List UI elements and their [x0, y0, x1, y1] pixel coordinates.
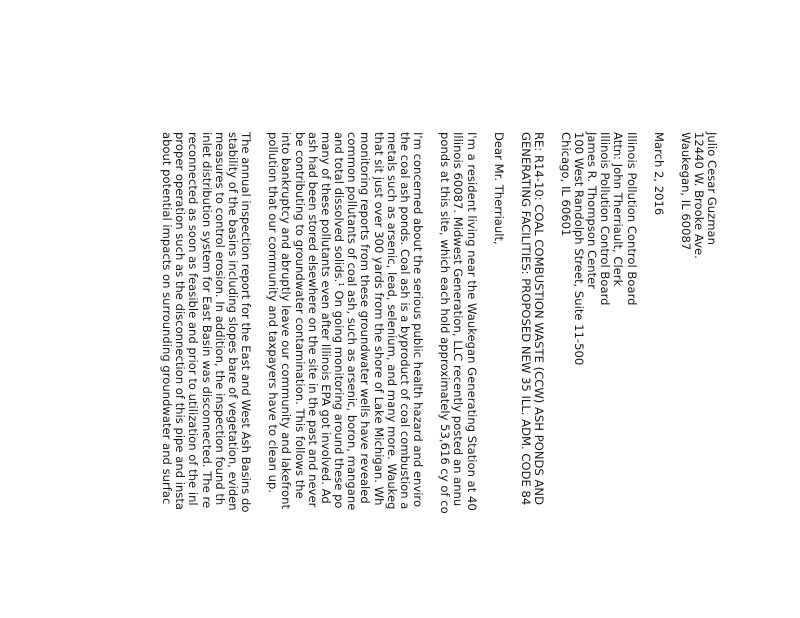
para2-line: that sit just over 300 yards from the shore of Lake Michigan. Wh [371, 132, 386, 506]
para2-text: and total dissolved solids. [332, 132, 347, 283]
sender-name: Julio Cesar Guzman [705, 132, 719, 245]
recipient-center: James R. Thompson Center [585, 132, 600, 290]
recipient-attn: Attn: John Therriault, Clerk [611, 132, 626, 287]
para2-line: into bankruptcy and abruptly leave our community and lakefront [279, 132, 294, 510]
para2-line: I'm concerned about the serious public health hazard and enviro [411, 132, 426, 508]
para3-line: inlet distribution system for East Basin was disconnected. The re [199, 132, 214, 509]
sender-street: 12440 W. Brooke Ave. [691, 132, 706, 259]
para3-line: measures to control erosion. In addition, the inspection found th [212, 132, 227, 506]
para1-line: ponds at this site, which each hold approximately 53,616 cy of co [438, 132, 453, 514]
para2-line: be contributing to groundwater contamination. This follows the [292, 132, 307, 499]
para2-line-footnote [332, 132, 345, 618]
para2-line: ash had been stored elsewhere on the site in the past and never [305, 132, 320, 508]
para3-line: stability of the basins including slopes bare of vegetation, eviden [225, 132, 240, 511]
rotated-letter-text [160, 132, 718, 618]
para2-line: common pollutants of coal ash, such as arsenic, boron, mangane [345, 132, 360, 511]
para2-line: monitoring reports from these groundwater wells have revealed [358, 132, 373, 504]
para2-text-rest: On going monitoring around these po [332, 286, 347, 509]
para2-line: many of these pollutants even after Illinois EPA got involved. Ad [318, 132, 333, 504]
para1-line: I'm a resident living near the Waukegan Generating Station at 40 [464, 132, 479, 511]
para2-line: metals such as arsenic, lead, selenium, and many more. Waukeg [384, 132, 399, 510]
para2-line: pollution that our community and taxpayers have to clean up. [266, 132, 281, 493]
para3-line: The annual inspection report for the East and West Ash Basins do [239, 132, 254, 513]
footnote-marker: 1 [337, 282, 346, 287]
recipient-city: Chicago, IL 60601 [558, 132, 573, 237]
para3-line: proper operation such as the disconnection of this pipe and insta [173, 132, 188, 510]
recipient-org2: Illinois Pollution Control Board [598, 132, 613, 306]
salutation: Dear Mr. Therriault, [491, 132, 506, 245]
para2-line: the coal ash ponds. Coal ash is a byproduct of coal combustion a [398, 132, 413, 510]
para3-line: reconnected as soon as feasible and prior to utilization of the inl [186, 132, 201, 506]
letter-date: March 2, 2016 [651, 132, 666, 216]
para3-line: about potential impacts on surrounding groundwater and surfac [160, 132, 175, 505]
sender-city: Waukegan, IL 60087 [678, 132, 693, 251]
para1-line: Illinois 60087. Midwest Generation, LLC recently posted an annu [451, 132, 466, 507]
recipient-street: 100 West Randolph Street, Suite 11-500 [571, 132, 586, 366]
recipient-org: Illinois Pollution Control Board [624, 132, 639, 306]
re-line: RE: R14-10: COAL COMBUSTION WASTE (CCW) ASH PONDS AND [531, 132, 546, 505]
re-line: GENERATING FACILITIES: PROPOSED NEW 35 ILL. ADM. CODE 84 [518, 132, 533, 506]
